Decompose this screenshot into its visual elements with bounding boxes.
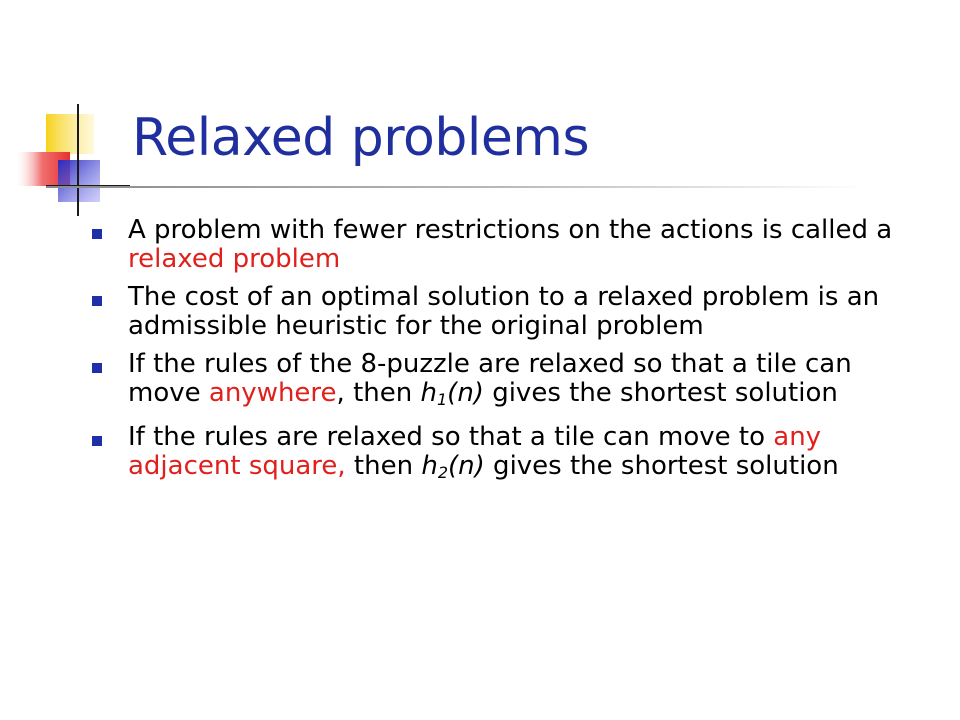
bullet-marker-icon — [92, 296, 102, 306]
bullet-item — [92, 216, 932, 274]
heuristic-argument: (n) — [448, 451, 485, 481]
bullet-marker-icon — [92, 229, 102, 239]
slide-logo-icon — [10, 100, 130, 220]
bullet-text: The cost of an optimal solution to a relaxed problem is an admissible heuristic for the original problem — [128, 282, 880, 341]
title-divider — [46, 186, 866, 188]
bullet-text: A problem with fewer restrictions on the actions is called a — [128, 215, 893, 245]
bullet-text: then — [345, 451, 422, 481]
bullet-marker-icon — [92, 363, 102, 373]
bullet-highlight: relaxed problem — [128, 244, 341, 274]
slide-title: Relaxed problems — [132, 108, 590, 168]
bullet-item — [92, 283, 932, 341]
bullet-highlight: any adjacent square, — [128, 422, 822, 481]
bullet-item — [92, 423, 932, 487]
heuristic-subscript: 2 — [437, 463, 449, 482]
bullet-list — [92, 216, 932, 496]
heuristic-symbol: h — [421, 451, 438, 481]
bullet-text: gives the shortest solution — [483, 378, 838, 408]
bullet-text: If the rules are relaxed so that a tile can move to — [128, 422, 774, 452]
heuristic-subscript: 1 — [436, 390, 448, 409]
bullet-text: gives the shortest solution — [484, 451, 839, 481]
bullet-text: If the rules of the 8-puzzle are relaxed so that a tile can move — [128, 349, 852, 408]
bullet-item — [92, 350, 932, 414]
bullet-marker-icon — [92, 436, 102, 446]
bullet-highlight: anywhere — [208, 378, 337, 408]
bullet-text: , then — [336, 378, 421, 408]
heuristic-argument: (n) — [447, 378, 484, 408]
heuristic-symbol: h — [420, 378, 437, 408]
